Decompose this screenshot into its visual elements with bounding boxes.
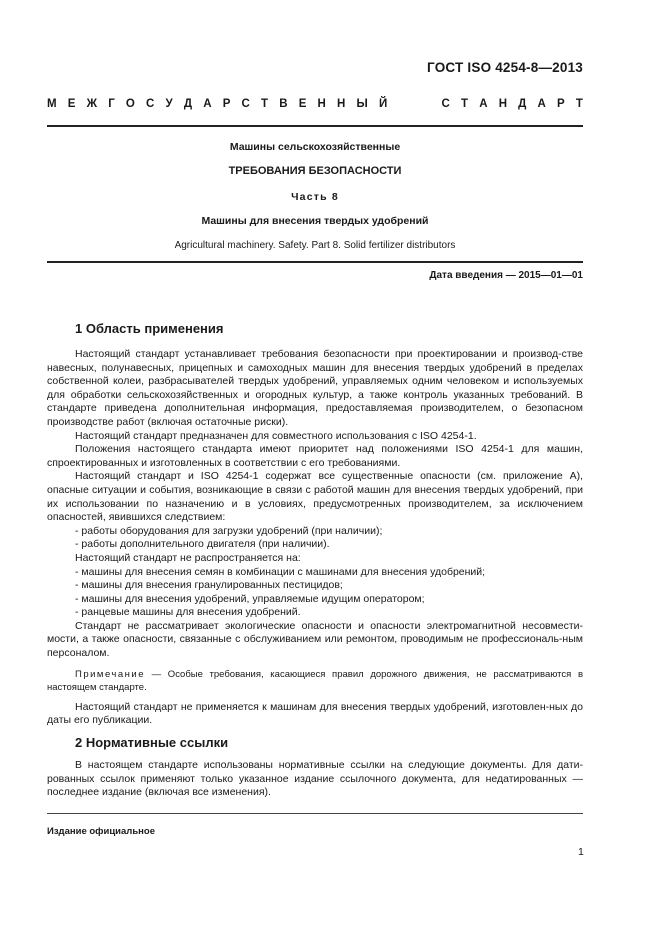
interstate-letter: Г xyxy=(108,98,115,110)
title-line-2: ТРЕБОВАНИЯ БЕЗОПАСНОСТИ xyxy=(228,165,402,177)
title-line-1: Машины сельскохозяйственные xyxy=(229,141,401,153)
title-english: Agricultural machinery. Safety. Part 8. Solid fertilizer distributors xyxy=(174,240,456,251)
interstate-letter: Т xyxy=(461,98,469,110)
section-1-heading: 1 Область применения xyxy=(75,321,224,336)
interstate-letter: Р xyxy=(222,98,231,110)
interstate-letter: Т xyxy=(261,98,269,110)
note-text: — Особые требования, касающиеся правил дорожного движения, не рассматриваются в настоящем стандарте. xyxy=(47,668,583,693)
title-part: Часть 8 xyxy=(291,191,339,203)
interstate-letter xyxy=(427,98,430,110)
footer-divider xyxy=(47,813,583,814)
paragraph: Положения настоящего стандарта имеют приоритет над положениями ISO 4254-1 для машин, спроектированных и изготовленных в соответствии с его требованиями. xyxy=(47,443,583,469)
interstate-letter: Н xyxy=(337,98,346,110)
section-2-body xyxy=(47,759,583,800)
interstate-letter: О xyxy=(125,98,135,110)
paragraph: Настоящий стандарт устанавливает требования безопасности при проектировании и производ-стве навесных, полунавесных, прицепных и самоходных машин для внесения твердых удобрений в пределах собственной колеи, разбрасывателей твердых удобрений, управляемых одним человеком и используемых для обработки сельскохозяйственных и огородных культур, а также контроль указанных требований. В стандарте приведена дополнительная информация, предоставляемая производителем, о безопасном производстве работ (включая остаточные риски). xyxy=(47,348,583,428)
note xyxy=(47,668,583,694)
note-label: Примечание xyxy=(75,668,145,680)
interstate-letter: С xyxy=(241,98,250,110)
interstate-letter: В xyxy=(279,98,288,110)
interstate-letter: Е xyxy=(298,98,307,110)
paragraph: Настоящий стандарт предназначен для совместного использования с ISO 4254-1. xyxy=(75,429,477,442)
interstate-letter: У xyxy=(165,98,173,110)
interstate-letter xyxy=(398,98,401,110)
interstate-letter: С xyxy=(441,98,450,110)
section-2-heading: 2 Нормативные ссылки xyxy=(75,735,229,750)
interstate-letter: М xyxy=(47,98,57,110)
interstate-letter: Р xyxy=(557,98,565,110)
interstate-letter: Д xyxy=(518,98,527,110)
list-item: - машины для внесения удобрений, управляемые идущим оператором; xyxy=(75,592,425,605)
paragraph: В настоящем стандарте использованы нормативные ссылки на следующие документы. Для дати-рованных ссылок применяют только указанное издание ссылочного документа, для недатированных — последнее издание (включая все изменения). xyxy=(47,759,583,799)
top-divider xyxy=(47,125,583,127)
interstate-letter: А xyxy=(479,98,488,110)
paragraph: Настоящий стандарт не применяется к машинам для внесения твердых удобрений, изготовлен-ных до даты его публикации. xyxy=(47,700,583,727)
page-number: 1 xyxy=(578,846,584,858)
title-line-4: Машины для внесения твердых удобрений xyxy=(201,215,429,227)
introduction-date: Дата введения — 2015—01—01 xyxy=(429,270,583,281)
paragraph: Настоящий стандарт не распространяется на: xyxy=(75,551,301,564)
paragraph: Стандарт не рассматривает экологические опасности и опасности электромагнитной несовмести-мости, а также опасности, связанные с обслуживанием или ремонтом, проводимым не профессиональ-ным персоналом. xyxy=(47,619,583,660)
interstate-letter xyxy=(413,98,416,110)
interstate-standard-heading xyxy=(47,98,583,110)
interstate-letter: Н xyxy=(498,98,507,110)
interstate-letter: Д xyxy=(183,98,193,110)
interstate-letter: Е xyxy=(67,98,76,110)
interstate-letter: Н xyxy=(317,98,326,110)
interstate-letter: А xyxy=(203,98,212,110)
list-item: - работы дополнительного двигателя (при наличии). xyxy=(75,538,330,551)
interstate-letter: Ж xyxy=(86,98,98,110)
list-item: - машины для внесения семян в комбинации с машинами для внесения удобрений; xyxy=(75,565,486,578)
list-item: - машины для внесения гранулированных пестицидов; xyxy=(75,579,343,592)
paragraph: Настоящий стандарт и ISO 4254-1 содержат все существенные опасности (см. приложение А), опасные ситуации и события, возникающие в связи с работой машин для внесения твердых удобрений, при их использовании по назначению и в условиях, предусмотренных производителем, за исключением опасностей, явившихся следствием: xyxy=(47,470,583,524)
interstate-letter: Ы xyxy=(356,98,368,110)
list-item: - ранцевые машины для внесения удобрений. xyxy=(75,606,301,619)
list-item: - работы оборудования для загрузки удобрений (при наличии); xyxy=(75,524,383,537)
interstate-letter: Т xyxy=(575,98,583,110)
interstate-letter: С xyxy=(146,98,155,110)
section-1-body xyxy=(47,348,583,728)
title-divider xyxy=(47,261,583,263)
edition-label: Издание официальное xyxy=(47,826,155,837)
interstate-letter: Й xyxy=(378,98,388,110)
interstate-letter: А xyxy=(537,98,546,110)
gost-code: ГОСТ ISO 4254-8—2013 xyxy=(427,60,583,75)
